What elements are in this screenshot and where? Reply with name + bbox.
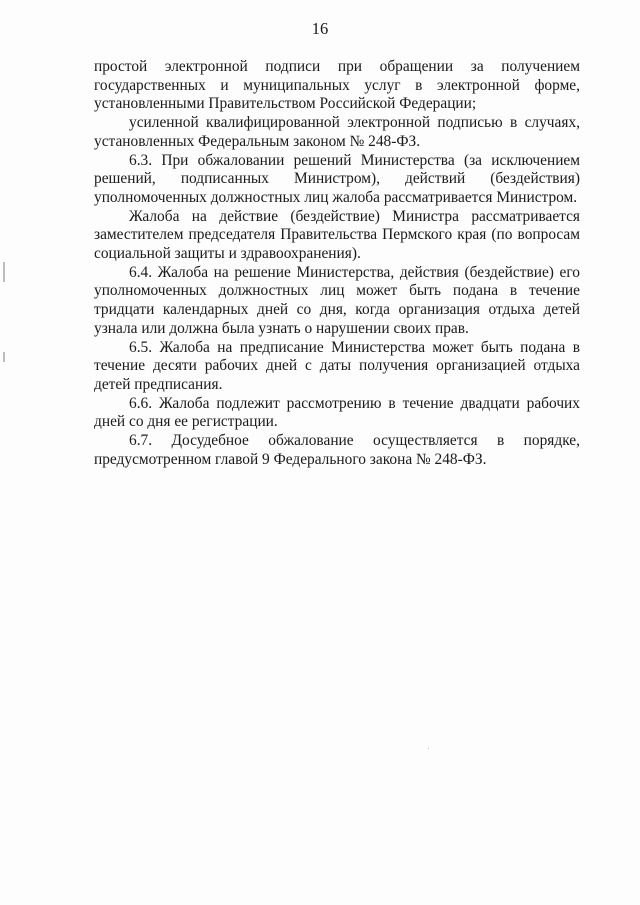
paragraph-4: Жалоба на действие (бездействие) Министра рассматривается заместителем председателя Правительства Пермского края (по вопросам социальной защиты и здравоохранения). xyxy=(94,207,580,263)
document-body xyxy=(94,58,580,469)
paragraph-6: 6.5. Жалоба на предписание Министерства может быть подана в течение десяти рабочих дней с даты получения организацией отдыха детей предписания. xyxy=(94,338,580,393)
paragraph-1: простой электронной подписи при обращении за получением государственных и муниципальных услуг в электронной форме, установленными Правительством Российской Федерации; xyxy=(94,58,580,113)
paragraph-3: 6.3. При обжаловании решений Министерства (за исключением решений, подписанных Министром), действий (бездействия) уполномоченных должностных лиц жалоба рассматривается Министром. xyxy=(94,151,580,206)
paragraph-2: усиленной квалифицированной электронной подписью в случаях, установленных Федеральным законом № 248-ФЗ. xyxy=(94,114,580,150)
paragraph-5: 6.4. Жалоба на решение Министерства, действия (бездействие) его уполномоченных должностных лиц может быть подана в течение тридцати календарных дней со дня, когда организация отдыха детей узнала или должна была узнать о нарушении своих прав. xyxy=(94,263,580,337)
page-number: 16 xyxy=(311,19,329,38)
scan-edge-mark xyxy=(3,352,5,362)
scan-speck xyxy=(428,748,429,749)
paragraph-7: 6.6. Жалоба подлежит рассмотрению в течение двадцати рабочих дней со дня ее регистрации. xyxy=(94,394,580,431)
paragraph-8: 6.7. Досудебное обжалование осуществляется в порядке, предусмотренном главой 9 Федерального закона № 248-ФЗ. xyxy=(94,432,580,468)
scan-edge-mark xyxy=(3,262,5,282)
